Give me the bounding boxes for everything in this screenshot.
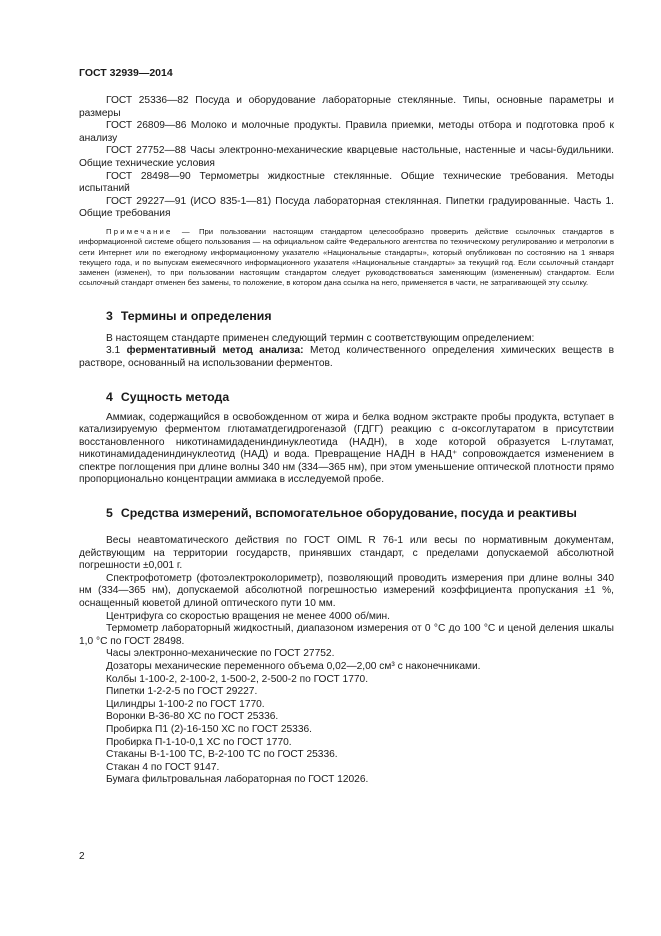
page-number: 2	[79, 851, 85, 862]
term-number: 3.1	[106, 345, 121, 357]
equipment-list	[79, 535, 614, 787]
reference-item: ГОСТ 25336—82 Посуда и оборудование лабораторные стеклянные. Типы, основные параметры и размеры	[79, 95, 614, 119]
section-title: Средства измерений, вспомогательное оборудование, посуда и реактивы	[120, 506, 577, 521]
terms-intro: В настоящем стандарте применен следующий термин с соответствующим определением:	[106, 332, 535, 344]
section-4-heading	[79, 389, 614, 405]
section-3-heading	[79, 308, 614, 324]
equipment-item: Пробирка П-1-10-0,1 ХС по ГОСТ 1770.	[106, 736, 292, 748]
reference-item: ГОСТ 27752—88 Часы электронно-механические кварцевые настольные, настенные и часы-будильники. Общие технические условия	[79, 145, 614, 169]
section-number: 4	[106, 389, 113, 404]
section-title: Термины и определения	[120, 308, 272, 323]
equipment-item: Дозаторы механические переменного объема 0,02—2,00 см³ с наконечниками.	[106, 661, 481, 672]
equipment-list-short	[79, 611, 614, 787]
equipment-item: Стаканы В-1-100 ТС, В-2-100 ТС по ГОСТ 25336.	[106, 749, 338, 761]
references-note	[79, 227, 614, 289]
equipment-item: Бумага фильтровальная лабораторная по ГОСТ 12026.	[106, 774, 369, 786]
reference-item: ГОСТ 28498—90 Термометры жидкостные стеклянные. Общие технические требования. Методы испытаний	[79, 170, 614, 195]
equipment-item: Весы неавтоматического действия по ГОСТ OIML R 76-1 или весы по нормативным документам, действующим на территории государств, принявших стандарт, с пределами допускаемой абсолютной погрешности ±0,001 г.	[79, 535, 614, 572]
method-principle-text: Аммиак, содержащийся в освобожденном от жира и белка водном экстракте пробы продукта, вступает в катализируемую ферментом глютаматдегидрогеназой (ГДГГ) реакцию с α-оксоглутаратом в присутствии восстановленного никотинамидадениндинуклеотида (НАДН), в ходе которой образуется L-глутамат, никотинамидадениндинуклеотид (НАД) и вода. Превращение НАДН в НАД⁺ сопровождается изменением в спектре поглощения при длине волны 340 нм (334—365 нм), при этом уменьшение оптической плотности прямо пропорционально концентрации аммиака в исследуемой пробе.	[79, 411, 614, 486]
equipment-item: Пипетки 1-2-2-5 по ГОСТ 29227.	[106, 686, 258, 698]
equipment-item: Центрифуга со скоростью вращения не менее 4000 об/мин.	[106, 610, 391, 622]
section-5-heading	[79, 505, 614, 521]
equipment-item: Цилиндры 1-100-2 по ГОСТ 1770.	[106, 698, 265, 710]
equipment-item: Часы электронно-механические по ГОСТ 27752.	[106, 648, 335, 660]
equipment-item: Пробирка П1 (2)-16-150 ХС по ГОСТ 25336.	[106, 723, 312, 735]
equipment-item: Колбы 1-100-2, 2-100-2, 1-500-2, 2-500-2 по ГОСТ 1770.	[106, 673, 369, 685]
note-text: При пользовании настоящим стандартом целесообразно проверить действие ссылочных стандартов в информационной системе общего пользования — на официальном сайте Федерального агентства по техническому регулированию и метрологии в сети Интернет или по ежегодному информационному указателю «Национальные стандарты», который опубликован по состоянию на 1 января текущего года, и по выпускам ежемесячного информационного указателя «Национальные стандарты» за текущий год. Если ссылочный стандарт заменен (изменен), то при пользовании настоящим стандартом следует руководствоваться заменяющим (измененным) стандартом. Если ссылочный стандарт отменен без замены, то положение, в котором дана ссылка на него, применяется в части, не затрагивающей эту ссылку.	[79, 226, 614, 288]
equipment-item: Спектрофотометр (фотоэлектроколориметр), позволяющий проводить измерения при длине волны 340 нм (334—365 нм), допускаемой абсолютной погрешностью измерений коэффициента пропускания ±1 %, оснащенный кюветой длиной оптического пути 10 мм.	[79, 572, 614, 610]
term-text: Метод количественного определения химических веществ в растворе, основанный на использовании ферментов.	[79, 345, 614, 369]
normative-references	[79, 95, 614, 221]
reference-item: ГОСТ 29227—91 (ИСО 835-1—81) Посуда лабораторная стеклянная. Пипетки градуированные. Часть 1. Общие требования	[79, 195, 614, 220]
reference-item: ГОСТ 26809—86 Молоко и молочные продукты. Правила приемки, методы отбора и подготовка проб к анализу	[79, 120, 614, 144]
document-header: ГОСТ 32939—2014	[79, 67, 173, 79]
equipment-item: Термометр лабораторный жидкостный, диапазоном измерения от 0 °С до 100 °С и ценой деления шкалы 1,0 °С по ГОСТ 28498.	[79, 623, 614, 647]
note-lead: Примечание —	[106, 226, 192, 236]
term-name: ферментативный метод анализа:	[126, 345, 304, 357]
term-definition	[79, 345, 614, 370]
equipment-item: Воронки В-36-80 ХС по ГОСТ 25336.	[106, 711, 279, 723]
section-number: 5	[106, 506, 113, 521]
document-body	[79, 95, 614, 787]
section-number: 3	[106, 308, 113, 323]
equipment-item: Стакан 4 по ГОСТ 9147.	[106, 761, 220, 773]
section-title: Сущность метода	[120, 389, 230, 404]
